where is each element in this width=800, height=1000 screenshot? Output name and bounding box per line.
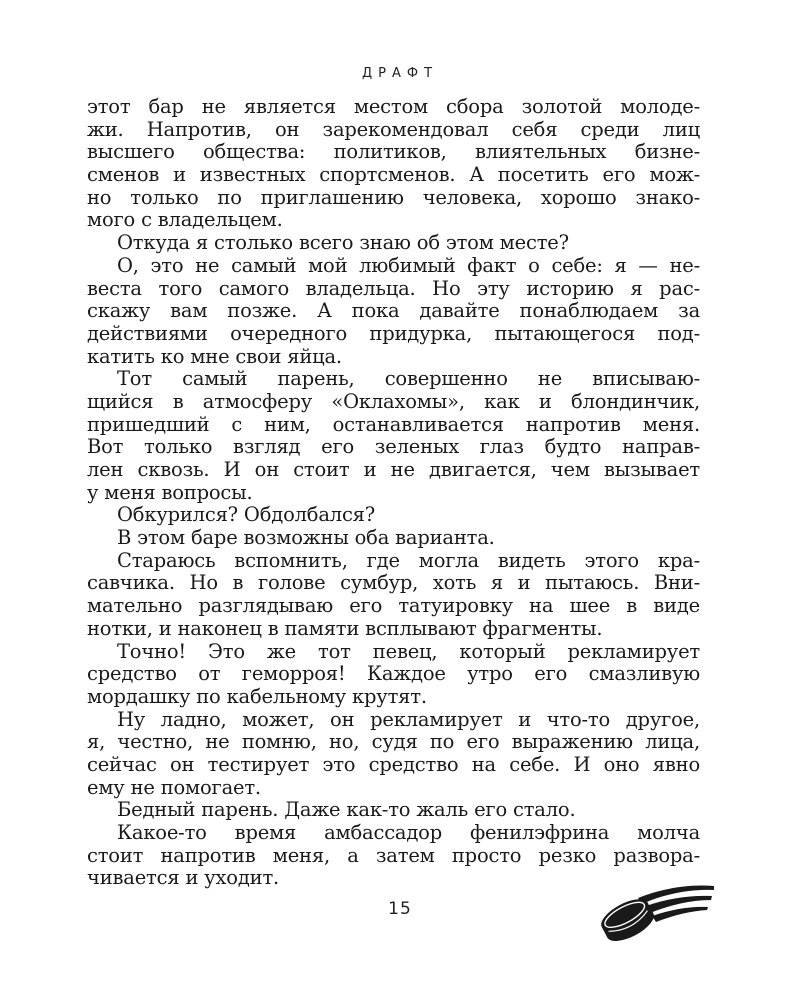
- text-line: Ну ладно, может, он рекламирует и что-то другое,: [117, 707, 700, 731]
- text-line: я, честно, не помню, но, судя по его выражению лица,: [87, 730, 700, 754]
- text-line: скажу вам позже. А пока давайте понаблюдаем за: [87, 299, 700, 323]
- text-line: ему не помогает.: [87, 775, 261, 799]
- text-line: нотки, и наконец в памяти всплывают фрагменты.: [87, 616, 603, 640]
- text-line: Стараюсь вспомнить, где могла видеть этого кра-: [117, 548, 700, 572]
- text-line: В этом баре возможны оба варианта.: [117, 526, 495, 550]
- text-line: сейчас он тестирует это средство на себе. И оно явно: [87, 752, 700, 776]
- text-line: Тот самый парень, совершенно не вписываю-: [117, 367, 700, 391]
- text-line: у меня вопросы.: [87, 480, 253, 504]
- text-line: лен сквозь. И он стоит и не двигается, чем вызывает: [87, 458, 700, 481]
- text-line: мордашку по кабельному крутят.: [87, 684, 427, 708]
- text-line: жи. Напротив, он зарекомендовал себя среди лиц: [87, 117, 700, 141]
- text-line: О, это не самый мой любимый факт о себе: я — не-: [117, 253, 700, 277]
- text-line: этот бар не является местом сбора золотой молоде-: [87, 95, 700, 118]
- text-line: Точно! Это же тот певец, который рекламирует: [117, 639, 700, 663]
- text-line: катить ко мне свои яйца.: [87, 344, 342, 368]
- text-line: Какое-то время амбассадор фенилэфрина молча: [117, 821, 700, 844]
- text-line: чивается и уходит.: [87, 866, 280, 890]
- text-line: Обкурился? Обдолбался?: [117, 503, 376, 527]
- text-line: савчика. Но в голове сумбур, хоть я и пытаюсь. Вни-: [87, 571, 700, 595]
- text-line: щийся в атмосферу «Оклахомы», как и блондинчик,: [87, 389, 700, 413]
- text-line: пришедший с ним, останавливается напротив меня.: [87, 412, 700, 436]
- text-line: высшего общества: политиков, влиятельных бизне-: [87, 140, 700, 164]
- text-line: действиями очередного придурка, пытающегося под-: [87, 321, 700, 345]
- body-text: [87, 96, 700, 890]
- running-head: ДРАФТ: [361, 66, 439, 81]
- text-line: средство от геморроя! Каждое утро его смазливую: [87, 662, 700, 686]
- hockey-puck-icon: [598, 876, 718, 946]
- text-line: но только по приглашению человека, хорошо знако-: [87, 185, 700, 209]
- text-line: Откуда я столько всего знаю об этом месте?: [117, 231, 569, 255]
- text-line: стоит напротив меня, а затем просто резко развора-: [87, 843, 700, 867]
- text-line: Вот только взгляд его зеленых глаз будто направ-: [87, 435, 700, 459]
- text-line: мого с владельцем.: [87, 208, 283, 232]
- text-line: веста того самого владельца. Но эту историю я рас-: [87, 276, 700, 300]
- page-number: 15: [388, 899, 412, 919]
- text-line: мательно разглядываю его татуировку на шее в виде: [87, 594, 700, 618]
- text-line: Бедный парень. Даже как-то жаль его стало.: [117, 798, 576, 822]
- text-line: сменов и известных спортсменов. А посетить его мож-: [87, 163, 700, 187]
